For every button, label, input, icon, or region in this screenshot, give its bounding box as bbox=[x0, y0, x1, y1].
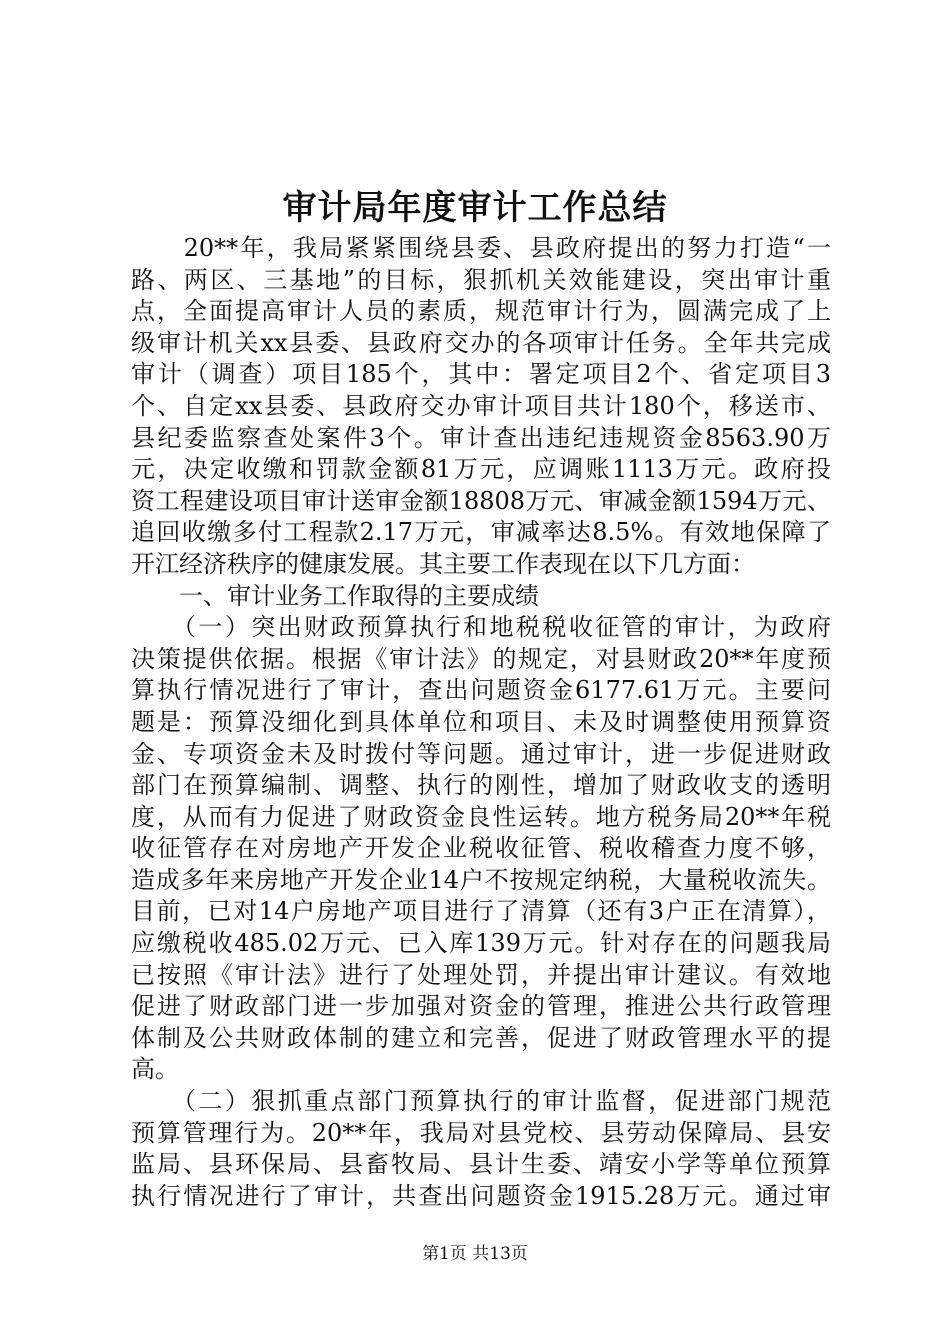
document-title: 审计局年度审计工作总结 bbox=[282, 188, 668, 228]
body-line: 级审计机关xx县委、县政府交办的各项审计任务。全年共完成 bbox=[131, 328, 831, 357]
body-line: 算执行情况进行了审计，查出问题资金6177.61万元。主要问 bbox=[131, 676, 831, 705]
body-line: 已按照《审计法》进行了处理处罚，并提出审计建议。有效地 bbox=[131, 960, 831, 989]
body-line: 执行情况进行了审计，共查出问题资金1915.28万元。通过审 bbox=[131, 1181, 831, 1210]
body-line: 题是：预算没细化到具体单位和项目、未及时调整使用预算资 bbox=[131, 707, 831, 736]
page-number: 第1页 共13页 bbox=[422, 1244, 528, 1264]
body-line: 元，决定收缴和罚款金额81万元，应调账1113万元。政府投 bbox=[131, 455, 831, 484]
body-line: 20**年，我局紧紧围绕县委、县政府提出的努力打造“一 bbox=[131, 234, 831, 262]
body-line: 开江经济秩序的健康发展。其主要工作表现在以下几方面： bbox=[131, 549, 755, 578]
body-line: 造成多年来房地产开发企业14户不按规定纳税，大量税收流失。 bbox=[131, 865, 831, 894]
body-line: 高。 bbox=[131, 1055, 179, 1084]
body-line: 体制及公共财政体制的建立和完善，促进了财政管理水平的提 bbox=[131, 1023, 831, 1052]
body-line: 决策提供依据。根据《审计法》的规定，对县财政20**年度预 bbox=[131, 644, 831, 673]
body-line: 目前，已对14户房地产项目进行了清算（还有3户正在清算）， bbox=[131, 897, 831, 926]
body-line: 度，从而有力促进了财政资金良性运转。地方税务局20**年税 bbox=[131, 802, 831, 831]
body-line: 县纪委监察查处案件3个。审计查出违纪违规资金8563.90万 bbox=[131, 423, 831, 452]
body-line: 收征管存在对房地产开发企业税收征管、税收稽查力度不够， bbox=[131, 834, 831, 863]
body-line: 部门在预算编制、调整、执行的刚性，增加了财政收支的透明 bbox=[131, 771, 831, 800]
body-line: （一）突出财政预算执行和地税税收征管的审计，为政府 bbox=[131, 613, 831, 642]
body-line: 审计（调查）项目185个，其中：署定项目2个、省定项目3 bbox=[131, 360, 831, 389]
body-line: 个、自定xx县委、县政府交办审计项目共计180个，移送市、 bbox=[131, 391, 831, 420]
body-line: 追回收缴多付工程款2.17万元，审减率达8.5%。有效地保障了 bbox=[131, 518, 831, 547]
document-body bbox=[131, 233, 831, 1212]
body-line: 金、专项资金未及时拨付等问题。通过审计，进一步促进财政 bbox=[131, 739, 831, 768]
body-line: 一、审计业务工作取得的主要成绩 bbox=[131, 581, 539, 610]
body-line: 促进了财政部门进一步加强对资金的管理，推进公共行政管理 bbox=[131, 992, 831, 1021]
body-line: 路、两区、三基地”的目标，狠抓机关效能建设，突出审计重 bbox=[131, 265, 831, 294]
body-line: （二）狠抓重点部门预算执行的审计监督，促进部门规范 bbox=[131, 1087, 831, 1116]
body-line: 监局、县环保局、县畜牧局、县计生委、靖安小学等单位预算 bbox=[131, 1150, 831, 1179]
body-line: 预算管理行为。20**年，我局对县党校、县劳动保障局、县安 bbox=[131, 1118, 831, 1147]
body-line: 应缴税收485.02万元、已入库139万元。针对存在的问题我局 bbox=[131, 929, 831, 958]
body-line: 点，全面提高审计人员的素质，规范审计行为，圆满完成了上 bbox=[131, 297, 831, 326]
body-line: 资工程建设项目审计送审金额18808万元、审减金额1594万元、 bbox=[131, 486, 831, 515]
